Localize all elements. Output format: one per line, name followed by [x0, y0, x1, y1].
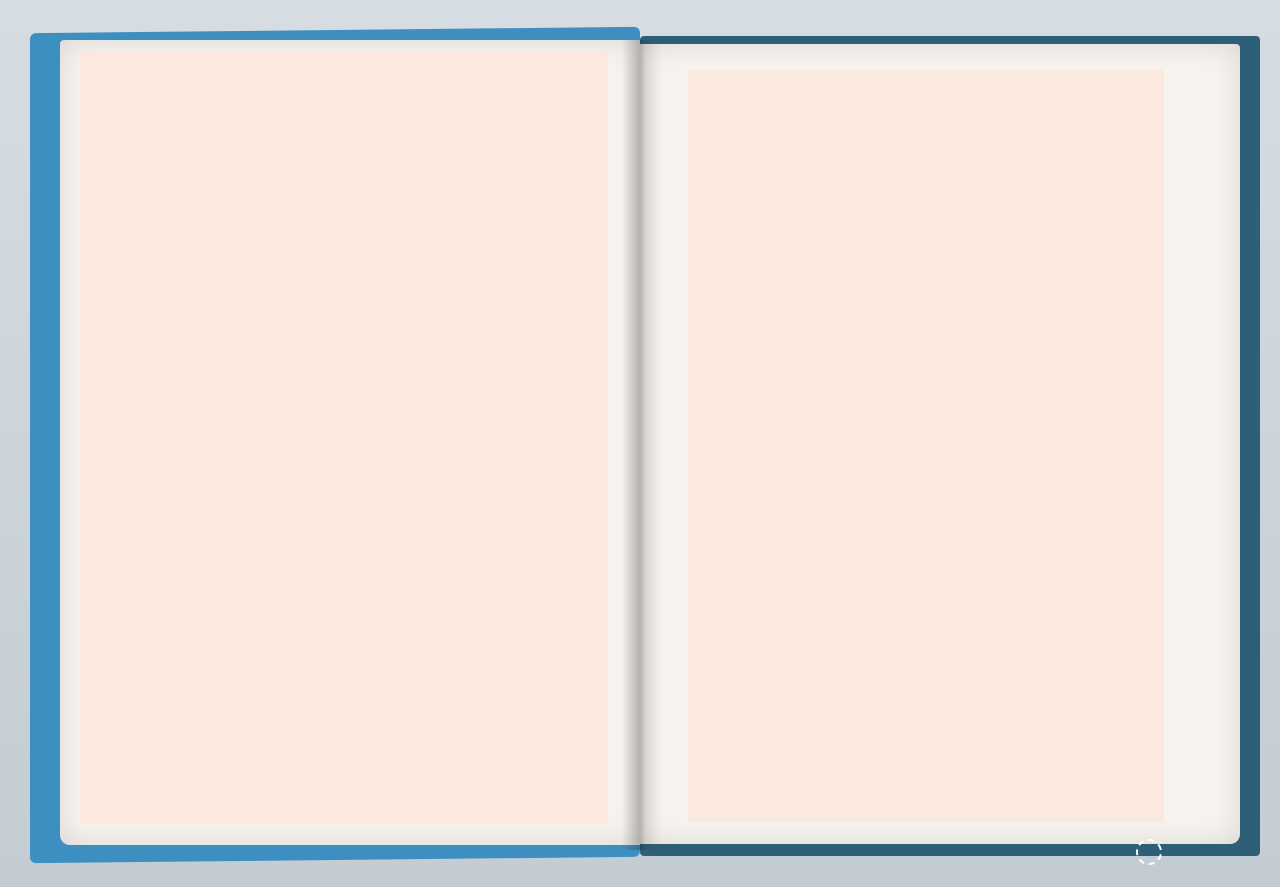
left-contents-panel: [80, 52, 608, 824]
book-spine-gutter: [622, 40, 662, 850]
right-contents-panel: [688, 70, 1164, 822]
watermark-sun-icon: [1136, 839, 1162, 865]
